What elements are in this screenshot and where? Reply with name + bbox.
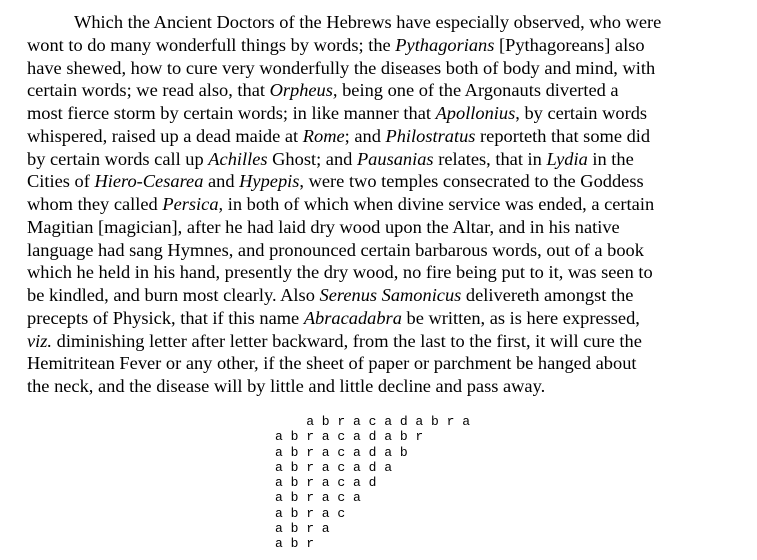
text-span: and <box>203 171 240 192</box>
paragraph-line <box>27 102 745 125</box>
italic-text: Orpheus, <box>269 80 338 101</box>
italic-text: Abracadabra <box>303 307 402 328</box>
paragraph-line <box>27 352 745 375</box>
text-span: delivereth amongst the <box>461 285 634 305</box>
text-span: , were two temples consecrated to the Goddess <box>299 171 644 192</box>
triangle-row: a b r a c <box>275 505 346 521</box>
text-span: by certain words call up <box>27 148 209 169</box>
italic-text: Lydia <box>546 148 588 169</box>
paragraph-line <box>27 79 745 102</box>
text-span: ; and <box>344 125 386 146</box>
paragraph-line <box>27 125 745 148</box>
paragraph-line <box>27 284 745 307</box>
triangle-row: a b r a <box>275 521 330 537</box>
italic-text: Serenus Samonicus <box>319 285 462 305</box>
text-span: have shewed, how to cure very wonderfully the diseases both of body and mind, with <box>27 57 656 78</box>
text-span: Ghost; and <box>267 148 357 169</box>
text-span: wont to do many wonderfull things by words; the <box>27 34 396 55</box>
paragraph-line <box>27 193 745 216</box>
abracadabra-triangle <box>275 414 470 552</box>
text-span: certain words; we read also, that <box>27 80 270 101</box>
paragraph-line <box>27 307 745 330</box>
italic-text: viz. <box>27 330 53 351</box>
italic-text: Pythagorians <box>395 34 495 55</box>
text-span: which he held in his hand, presently the dry wood, no fire being put to it, was seen to <box>27 262 653 283</box>
italic-text: Persica, <box>162 194 224 214</box>
text-span: whispered, raised up a dead maide at <box>27 125 303 146</box>
italic-text: Achilles <box>208 148 268 169</box>
body-paragraph <box>27 11 745 398</box>
text-span: precepts of Physick, that if this name <box>27 307 304 328</box>
text-span: in the <box>587 148 634 169</box>
italic-text: Pausanias <box>356 148 434 169</box>
italic-text: Rome <box>302 125 345 146</box>
text-span: being one of the Argonauts diverted a <box>337 80 619 101</box>
paragraph-line <box>27 34 745 57</box>
text-span: [Pythagoreans] also <box>494 34 645 55</box>
italic-text: Apollonius <box>435 103 516 123</box>
triangle-row: a b r a c a d a b r a <box>275 414 471 429</box>
text-span: language had sang Hymnes, and pronounced certain barbarous words, out of a book <box>27 239 644 260</box>
triangle-row: a b r a c a d a b <box>275 444 408 460</box>
paragraph-line <box>27 216 745 239</box>
text-span: , by certain words <box>515 103 648 123</box>
text-span: most fierce storm by certain words; in like manner that <box>27 103 436 123</box>
triangle-row: a b r a c a <box>275 490 361 506</box>
text-span: Which the Ancient Doctors of the Hebrews have especially observed, who were <box>74 12 662 32</box>
triangle-row: a b r a c a d <box>275 475 377 491</box>
text-span: the neck, and the disease will by little and little decline and pass away. <box>27 376 546 396</box>
text-span: be written, as is here expressed, <box>401 307 640 328</box>
italic-text: Hypepis <box>239 171 300 192</box>
text-span: in both of which when divine service was ended, a certain <box>223 194 655 214</box>
triangle-row: a b r a c a d a <box>275 459 393 475</box>
text-span: be kindled, and burn most clearly. Also <box>27 285 320 305</box>
paragraph-line <box>27 239 745 262</box>
paragraph-line <box>27 330 745 353</box>
paragraph-line <box>27 261 745 284</box>
text-span: diminishing letter after letter backward, from the last to the first, it will cure the <box>52 330 642 351</box>
paragraph-line <box>27 11 745 34</box>
paragraph-line <box>27 170 745 193</box>
triangle-row: a b r a c a d a b r <box>275 429 424 445</box>
italic-text: Hiero-Cesarea <box>94 171 204 192</box>
text-span: relates, that in <box>433 148 547 169</box>
italic-text: Philostratus <box>385 125 476 146</box>
paragraph-line <box>27 57 745 80</box>
text-span: Cities of <box>27 171 95 192</box>
paragraph-line <box>27 375 745 398</box>
text-span: reporteth that some did <box>475 125 651 146</box>
paragraph-line <box>27 148 745 171</box>
text-span: Magitian [magician], after he had laid dry wood upon the Altar, and in his native <box>27 216 620 237</box>
text-span: whom they called <box>27 194 163 214</box>
text-span: Hemitritean Fever or any other, if the sheet of paper or parchment be hanged about <box>27 353 637 374</box>
triangle-row: a b r <box>275 536 315 552</box>
